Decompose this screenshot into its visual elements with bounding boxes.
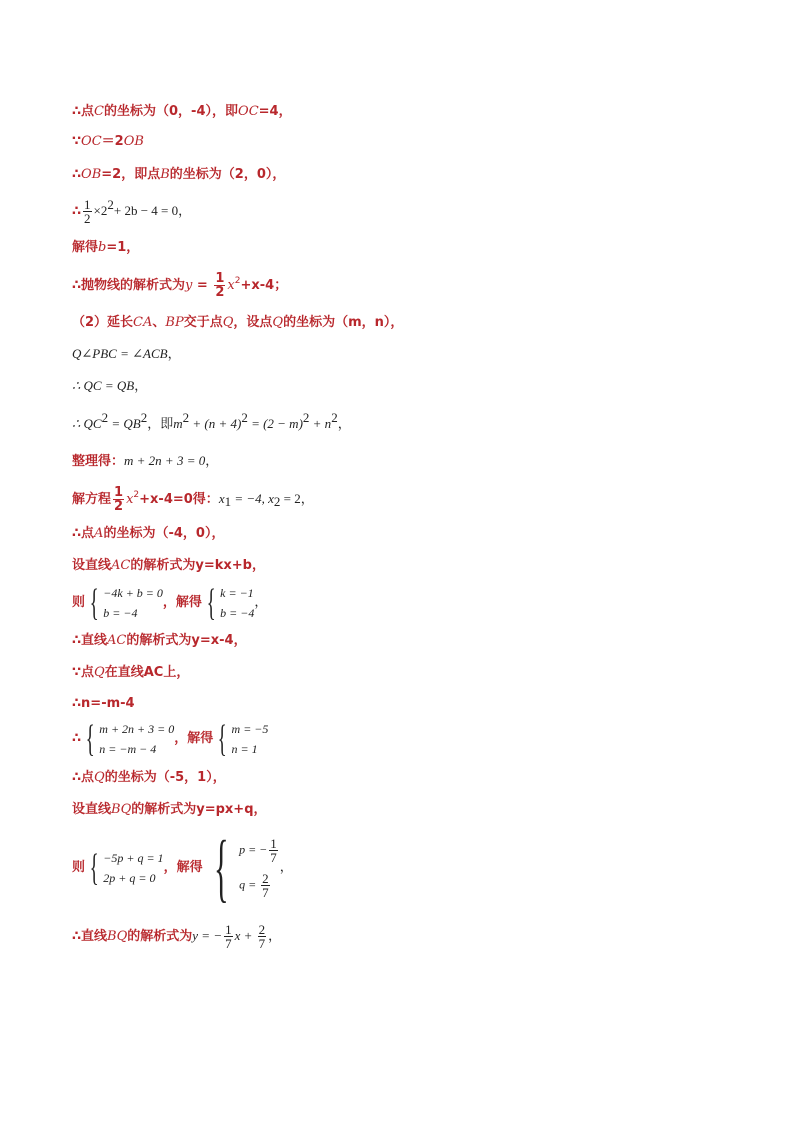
math: q = <box>239 876 260 891</box>
line-13 <box>72 524 224 544</box>
brace-icon: { <box>89 846 99 889</box>
denominator: 7 <box>262 884 269 900</box>
brace-icon: { <box>213 825 229 910</box>
text: = <box>192 278 213 293</box>
math: = −4, x <box>231 491 274 506</box>
text: +x-4=0得： <box>139 492 219 507</box>
line-18 <box>72 694 135 714</box>
brace-icon: { <box>85 717 95 760</box>
denominator: 7 <box>225 936 232 951</box>
numerator: 2 <box>258 922 266 937</box>
text: 整理得： <box>72 454 125 469</box>
var: BQ <box>107 929 128 944</box>
math: m <box>173 416 183 431</box>
equation: b = −4 <box>103 605 138 620</box>
line-17 <box>72 663 189 683</box>
text: ∴直线 <box>72 929 108 944</box>
numerator: 2 <box>262 870 269 886</box>
text: ∴点 <box>72 104 95 119</box>
line-8 <box>72 344 181 365</box>
text: 的坐标为（ <box>104 770 170 785</box>
fraction <box>83 198 92 225</box>
equation: −5p + q = 1 <box>103 850 164 865</box>
equation <box>239 837 280 864</box>
text: ， <box>254 595 268 610</box>
text: 的坐标为（ <box>104 104 170 119</box>
text: ， <box>251 558 265 573</box>
math: x + <box>234 928 256 943</box>
equation: b = −4 <box>220 605 255 620</box>
solution-system <box>213 719 268 759</box>
text: 的解析式为 <box>130 558 196 573</box>
superscript: 2 <box>331 410 338 425</box>
fraction <box>269 837 278 864</box>
line-12 <box>72 486 314 513</box>
denominator: 2 <box>114 499 124 514</box>
var: y <box>185 278 193 293</box>
var: x <box>227 278 235 293</box>
text: +x-4； <box>240 278 288 293</box>
equation-system <box>85 583 163 623</box>
text: ， <box>233 633 247 648</box>
subscript: 2 <box>273 494 281 509</box>
fraction <box>258 923 267 950</box>
text: 的坐标为（ <box>169 167 235 182</box>
text: 在直线 <box>104 665 144 680</box>
text: ， <box>300 492 314 507</box>
var: x <box>126 492 134 507</box>
math: + n <box>309 416 332 431</box>
superscript: 2 <box>140 410 148 425</box>
equation: k = −1 <box>220 585 254 600</box>
text: =4， <box>258 104 292 119</box>
text: 解得 <box>72 240 99 255</box>
line-4 <box>72 198 191 225</box>
text: ∴直线 <box>72 633 108 648</box>
text: 则 <box>72 595 86 610</box>
text: ，设点 <box>233 315 273 330</box>
var: Q <box>222 315 234 330</box>
superscript: 2 <box>241 410 248 425</box>
text: ），即 <box>205 104 239 119</box>
line-21 <box>72 800 267 820</box>
math: = 2 <box>280 491 301 506</box>
text: （2）延长 <box>72 315 134 330</box>
var: OC <box>81 134 102 149</box>
equation: m + 2n + 3 = 0 <box>99 721 175 736</box>
line-10 <box>72 410 351 435</box>
line-11 <box>72 451 218 472</box>
var: AC <box>107 633 127 648</box>
numerator: 1 <box>270 835 277 851</box>
var: OB <box>123 134 144 149</box>
text: ， <box>253 802 267 817</box>
equation: 2p + q = 0 <box>103 870 156 885</box>
text: =2，即点 <box>101 167 161 182</box>
text: 的解析式为 <box>127 929 193 944</box>
numerator: 1 <box>84 197 91 212</box>
text: ，解得 <box>163 860 203 875</box>
system-lines <box>232 719 269 759</box>
text: 的解析式为 <box>131 802 197 817</box>
text: ∴n=-m-4 <box>72 696 135 711</box>
text: ∴点 <box>72 770 95 785</box>
text: 2，0 <box>234 167 266 182</box>
system-lines <box>103 848 163 888</box>
superscript: 2 <box>133 490 140 500</box>
brace-icon: { <box>206 581 216 624</box>
math: Q∠PBC = ∠ACB <box>72 346 168 361</box>
text: 设直线 <box>72 802 112 817</box>
line-9 <box>72 376 147 397</box>
text: ）， <box>204 526 225 541</box>
var: AC <box>111 558 131 573</box>
text: ，即 <box>147 417 174 432</box>
numerator: 1 <box>215 271 225 286</box>
denominator: 7 <box>258 936 266 951</box>
text: 的坐标为（ <box>103 526 169 541</box>
line-20 <box>72 768 226 788</box>
var: OB <box>81 167 102 182</box>
equation: m = −5 <box>231 721 269 736</box>
equation-system <box>85 848 164 888</box>
math: + 2b − 4 = 0 <box>113 203 179 218</box>
fraction <box>214 272 225 299</box>
text: 设直线 <box>72 558 112 573</box>
equation: n = 1 <box>231 741 258 756</box>
text: 2 <box>114 134 124 149</box>
math: m + 2n + 3 = 0 <box>124 453 206 468</box>
math: + (n + 4) <box>189 416 242 431</box>
text: ， <box>268 929 282 944</box>
text: ∴点 <box>72 526 95 541</box>
line-22 <box>72 825 293 910</box>
numerator: 1 <box>225 922 232 937</box>
math: x <box>218 491 225 506</box>
text: AC <box>143 665 164 680</box>
var: A <box>94 526 104 541</box>
text: 的坐标为（ <box>283 315 349 330</box>
math: ∴ QC <box>72 416 102 431</box>
line-1 <box>72 102 292 122</box>
brace-icon: { <box>89 581 99 624</box>
text: ∴ <box>72 167 82 182</box>
denominator: 2 <box>84 211 91 226</box>
var: Q <box>272 315 284 330</box>
text: 则 <box>72 860 86 875</box>
line-16 <box>72 631 247 651</box>
text: ， <box>337 417 351 432</box>
text: ∴抛物线的解析式为 <box>72 278 186 293</box>
text: ， <box>178 204 192 219</box>
line-15 <box>72 582 267 624</box>
superscript: 2 <box>107 197 114 212</box>
equation: n = −m − 4 <box>99 741 157 756</box>
text: ∵点 <box>72 665 95 680</box>
math: p = − <box>239 841 268 856</box>
line-7 <box>72 313 403 333</box>
text: =1， <box>106 240 140 255</box>
equation: −4k + b = 0 <box>103 585 163 600</box>
text: y=px+q <box>196 802 254 817</box>
superscript: 2 <box>182 410 190 425</box>
text: 的解析式为 <box>126 633 192 648</box>
solution-system <box>203 825 280 910</box>
line-2 <box>72 132 144 152</box>
brace-icon: { <box>217 717 227 760</box>
text: ）， <box>265 167 286 182</box>
text: ， <box>167 347 181 362</box>
var: C <box>94 104 104 119</box>
text: ）， <box>206 770 226 785</box>
var: Q <box>94 770 105 785</box>
subscript: 1 <box>224 494 232 509</box>
math: y = − <box>192 928 223 943</box>
text: ， <box>279 860 293 875</box>
superscript: 2 <box>101 410 109 425</box>
text: y=x-4 <box>191 633 234 648</box>
var: OC <box>238 104 259 119</box>
line-19 <box>72 718 268 760</box>
solution-system <box>202 583 254 623</box>
denominator: 7 <box>270 849 277 865</box>
text: ∵ <box>72 134 82 149</box>
var: BQ <box>111 802 132 817</box>
text: -5，1 <box>169 770 207 785</box>
var: Q <box>94 665 105 680</box>
math: = QB <box>108 416 141 431</box>
math: ×2 <box>93 203 108 218</box>
fraction <box>113 486 124 513</box>
line-23 <box>72 923 281 950</box>
text: ∴ <box>72 204 82 219</box>
text: 交于点 <box>183 315 223 330</box>
text: ）， <box>383 315 404 330</box>
denominator: 2 <box>215 285 225 300</box>
text: ， <box>134 379 148 394</box>
var: B <box>160 167 170 182</box>
text: -4，0 <box>168 526 205 541</box>
text: ∴ <box>72 731 82 746</box>
math: = (2 − m) <box>247 416 303 431</box>
text: m，n <box>348 315 384 330</box>
fraction <box>261 872 270 899</box>
var: BP <box>165 315 184 330</box>
text: ，解得 <box>174 731 214 746</box>
line-6 <box>72 272 287 299</box>
line-5 <box>72 238 139 258</box>
equation-system <box>81 719 174 759</box>
var: b <box>98 240 107 255</box>
fraction <box>224 923 233 950</box>
superscript: 2 <box>234 276 241 286</box>
numerator: 1 <box>114 485 124 500</box>
system-lines <box>220 583 254 623</box>
text: ＝ <box>101 134 115 149</box>
equation <box>239 872 280 899</box>
superscript: 2 <box>302 410 310 425</box>
text: 上， <box>163 665 190 680</box>
math: ∴ QC = QB <box>72 378 135 393</box>
text: ，解得 <box>162 595 202 610</box>
system-lines <box>103 583 163 623</box>
text: 0，-4 <box>169 104 206 119</box>
text: y=kx+b <box>195 558 252 573</box>
system-lines <box>239 837 280 899</box>
line-3 <box>72 165 285 185</box>
text: ， <box>205 454 219 469</box>
var: CA <box>133 315 153 330</box>
line-14 <box>72 556 265 576</box>
system-lines <box>99 719 174 759</box>
text: 解方程 <box>72 492 112 507</box>
text: 、 <box>152 315 166 330</box>
